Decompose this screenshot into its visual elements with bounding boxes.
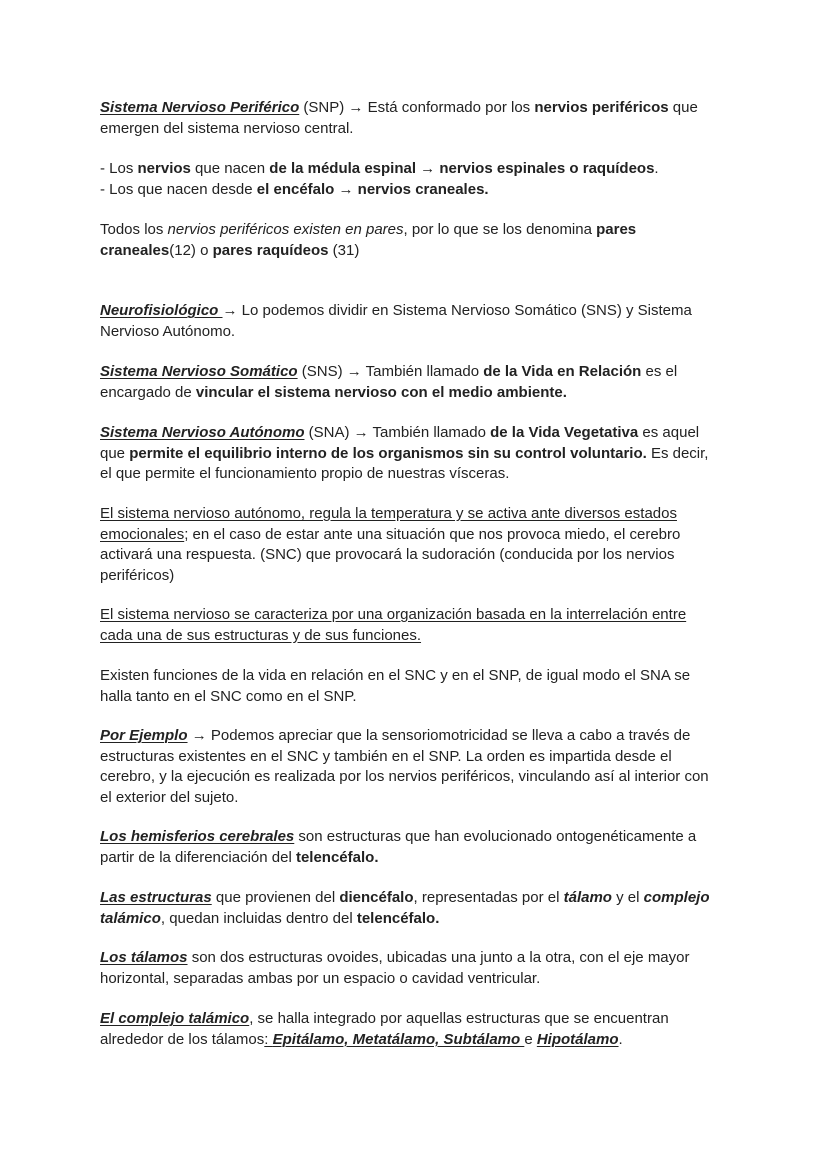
bold-text: permite el equilibrio interno de los organismos sin su control voluntario.: [129, 444, 647, 462]
line: [100, 726, 730, 747]
text: , quedan incluidas dentro del: [160, 909, 357, 927]
bold-text: craneales: [100, 241, 170, 259]
term-sna: Sistema Nervioso Autónomo: [100, 424, 305, 441]
text: → Podemos apreciar que la sensoriomotricidad se lleva a cabo a través de: [187, 727, 691, 744]
text: - Los que nacen desde: [100, 180, 257, 198]
text: .: [654, 160, 659, 177]
line: [100, 848, 730, 869]
line: [100, 362, 730, 383]
text: ; en el caso de estar ante una situación que nos provoca miedo, el cerebro: [184, 525, 681, 543]
text: , se halla integrado por aquellas estructuras que se encuentran: [249, 1010, 669, 1027]
text: .: [618, 1030, 623, 1048]
underlined-line: El sistema nervioso autónomo, regula la temperatura y se activa ante diversos estados: [100, 505, 677, 522]
bold-text: vincular el sistema nervioso con el medio ambiente.: [195, 383, 567, 401]
line: el que permite el funcionamiento propio de nuestras vísceras.: [100, 465, 510, 483]
bold-text: de la Vida Vegetativa: [490, 424, 639, 441]
line: [100, 525, 730, 546]
bold-italic-text: talámico: [100, 909, 161, 927]
line: [100, 241, 730, 262]
text: → Lo podemos dividir en Sistema Nervioso Somático (SNS) y Sistema: [222, 302, 692, 319]
text: (31): [328, 241, 360, 259]
text: (12) o: [169, 241, 213, 259]
bold-text: de la médula espinal → nervios espinales o raquídeos: [269, 160, 655, 177]
paragraph-organization: [100, 605, 730, 646]
term-neurofisiologico: Neurofisiológico: [100, 302, 223, 319]
bold-text: telencéfalo.: [356, 909, 440, 927]
bold-italic-text: complejo: [643, 889, 710, 906]
line: el exterior del sujeto.: [100, 788, 239, 806]
line: Nervioso Autónomo.: [100, 322, 236, 340]
text: (SNA) → También llamado: [304, 424, 491, 441]
text: e: [524, 1030, 537, 1048]
paragraph-example: [100, 726, 730, 808]
line: Existen funciones de la vida en relación en el SNC y en el SNP, de igual modo el SNA se: [100, 667, 691, 684]
line: [100, 888, 730, 909]
line: emergen del sistema nervioso central.: [100, 119, 354, 137]
line: [100, 444, 730, 465]
paragraph-snp: [100, 98, 730, 139]
bold-text: pares: [596, 221, 637, 238]
term-hemispheres: Los hemisferios cerebrales: [100, 828, 295, 845]
text: son estructuras que han evolucionado ontogenéticamente a: [294, 828, 697, 845]
underlined-text: emocionales: [100, 525, 185, 543]
text: - Los: [100, 160, 138, 177]
bold-text: nervios: [137, 160, 191, 177]
text: son dos estructuras ovoides, ubicadas una junto a la otra, con el eje mayor: [187, 949, 690, 966]
paragraph-hemispheres: [100, 827, 730, 868]
line: [100, 423, 730, 444]
line: [100, 909, 730, 930]
paragraph-thalamic-complex: [100, 1009, 730, 1050]
paragraph-sna-regulation: [100, 504, 730, 586]
paragraph-pairs: [100, 220, 730, 261]
line: [100, 220, 730, 241]
term-structures: Las estructuras: [100, 889, 212, 906]
line: [100, 827, 730, 848]
line: [100, 98, 730, 119]
line: halla tanto en el SNC como en el SNP.: [100, 687, 357, 705]
line: cerebro, y la ejecución es realizada por los nervios periféricos, vinculando así al interior con: [100, 768, 709, 786]
term-sns: Sistema Nervioso Somático: [100, 363, 298, 380]
line: [100, 301, 730, 322]
text: , representadas por el: [413, 889, 564, 906]
text: es aquel: [638, 424, 700, 441]
line: periféricos): [100, 566, 175, 584]
list-item: [100, 159, 730, 180]
bold-text: el encéfalo → nervios craneales.: [256, 180, 489, 198]
paragraph-thalami: [100, 948, 730, 989]
text: encargado de: [100, 383, 196, 401]
line: [100, 1009, 730, 1030]
paragraph-sns: [100, 362, 730, 403]
text: (SNP) → Está conformado por los: [299, 99, 535, 116]
paragraph-functions: [100, 666, 730, 707]
bold-text: telencéfalo.: [295, 848, 379, 866]
text: Es decir,: [646, 444, 709, 462]
line: activará una respuesta. (SNC) que provocará la sudoración (conducida por los nervios: [100, 546, 675, 564]
italic-text: nervios periféricos existen en pares: [167, 221, 404, 238]
paragraph-structures: [100, 888, 730, 929]
text: que: [668, 99, 698, 116]
line: [100, 948, 730, 969]
bold-text: diencéfalo: [339, 889, 414, 906]
underlined-text: :: [264, 1030, 273, 1048]
text: es el: [641, 363, 678, 380]
bold-italic-text: Epitálamo, Metatálamo, Subtálamo: [272, 1030, 525, 1048]
bold-italic-text: Hipotálamo: [536, 1030, 619, 1048]
underlined-line: cada una de sus estructuras y de sus funciones.: [100, 626, 422, 644]
text: Todos los: [100, 221, 168, 238]
term-example: Por Ejemplo: [100, 727, 188, 744]
paragraph-neurofisiologico: [100, 301, 730, 342]
paragraph-nerve-types: [100, 159, 730, 200]
bold-text: nervios periféricos: [534, 99, 669, 116]
line: [100, 1030, 730, 1051]
line: [100, 383, 730, 404]
line: estructuras existentes en el SNC y también en el SNP. La orden es impartida desde el: [100, 747, 672, 765]
term-thalamic-complex: El complejo talámico: [100, 1010, 250, 1027]
bold-text: de la Vida en Relación: [483, 363, 642, 380]
text: y el: [611, 889, 644, 906]
text: que: [100, 444, 130, 462]
list-item: [100, 180, 730, 201]
text: partir de la diferenciación del: [100, 848, 296, 866]
bold-italic-text: tálamo: [563, 889, 612, 906]
text: que provienen del: [211, 889, 340, 906]
line: horizontal, separadas ambas por un espacio o cavidad ventricular.: [100, 969, 541, 987]
text: alrededor de los tálamos: [100, 1030, 265, 1048]
underlined-line: El sistema nervioso se caracteriza por una organización basada en la interrelación entre: [100, 606, 687, 623]
text: , por lo que se los denomina: [403, 221, 597, 238]
term-snp: Sistema Nervioso Periférico: [100, 99, 300, 116]
paragraph-sna: [100, 423, 730, 485]
text: (SNS) → También llamado: [297, 363, 484, 380]
term-thalami: Los tálamos: [100, 949, 188, 966]
text: que nacen: [190, 160, 270, 177]
bold-text: pares raquídeos: [212, 241, 329, 259]
